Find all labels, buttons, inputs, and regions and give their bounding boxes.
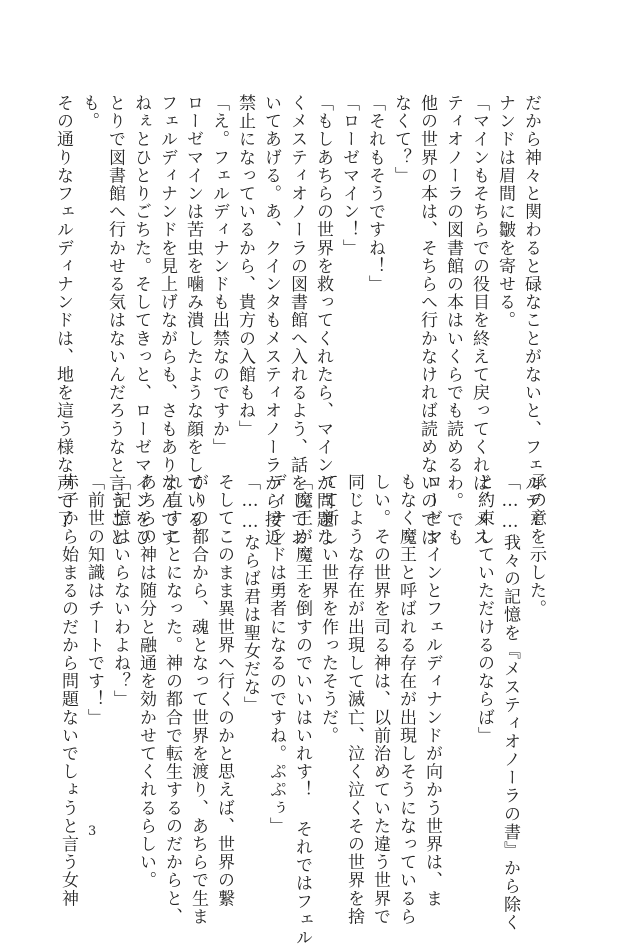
text-line: ディナンドは勇者になるのですね。ぷぷぅ」 bbox=[266, 473, 286, 835]
text-line: 「……我々の記憶を『メスティオノーラの書』から除く bbox=[500, 473, 520, 932]
text-line: がりの都合から、魂となって世界を渡り、あちらで生ま bbox=[188, 473, 208, 926]
text-line: あちらの神は随分と融通を効かせてくれるらしい。 bbox=[136, 473, 156, 890]
text-line: 禁止になっているから、貴方の入館もね」 bbox=[235, 94, 255, 438]
text-line: 「それもそうですね！」 bbox=[365, 94, 385, 294]
text-line: 承の意を示した。 bbox=[526, 473, 546, 618]
blank-line bbox=[445, 473, 471, 818]
text-line: 赤子から始まるのだから問題ないでしょうと言う女神 bbox=[58, 473, 78, 908]
text-line: しい。その世界を司る神は、以前治めていた違う世界で bbox=[370, 473, 390, 926]
text-line: だから神々と関わると碌なことがないと、フェルディ bbox=[521, 94, 541, 529]
text-line: 「ローゼマイン！」 bbox=[339, 94, 359, 257]
text-line: ローゼマインとフェルディナンドが向かう世界は、ま bbox=[422, 473, 442, 908]
text-line: 「もしあちらの世界を救ってくれたら、マインが問題な bbox=[313, 94, 333, 547]
text-block-bottom bbox=[58, 473, 549, 947]
text-line: 「魔王が魔王を倒すのでいいはいれす！ それではフェル bbox=[292, 473, 312, 947]
text-line: とりで図書館へ行かせる気はないんだろうなと言うこと bbox=[105, 94, 125, 547]
text-line: れ直すことになった。神の都合で転生するのだからと、 bbox=[162, 473, 182, 926]
text-line: くメスティオノーラの図書館へ入れるよう、話をしてお bbox=[287, 94, 307, 547]
text-line: なくて？」 bbox=[391, 94, 411, 185]
text-line: てて新しい世界を作ったそうだ。 bbox=[318, 473, 338, 745]
text-line: 「……ならば君は聖女だな」 bbox=[240, 473, 260, 715]
text-line: 「え。フェルディナンドも出禁なのですか」 bbox=[209, 94, 229, 456]
page-number: 3 bbox=[88, 824, 97, 839]
text-line: ティオノーラの図書館の本はいくらでも読めるわ。でも bbox=[443, 94, 463, 547]
text-line: ねぇとひとりごちた。そしてきっと、ローゼマインをひ bbox=[131, 94, 151, 547]
text-line: 「マインもそちらでの役目を終えて戻ってくれば、メス bbox=[469, 94, 489, 547]
text-line: ローゼマインは苦虫を噛み潰したような顔をしている bbox=[183, 94, 203, 529]
text-line: も。 bbox=[79, 94, 99, 131]
text-line: と約束していただけるのならば」 bbox=[474, 473, 494, 745]
text-line: もなく魔王と呼ばれる存在が出現しそうになっているら bbox=[396, 473, 416, 926]
text-block-top bbox=[53, 94, 544, 547]
text-line: ナンドは眉間に皺を寄せる。 bbox=[495, 94, 515, 330]
text-line: 「記憶はいらないわよね？」 bbox=[110, 473, 130, 709]
text-line: 他の世界の本は、そちらへ行かなければ読めないのでは bbox=[417, 94, 437, 547]
text-line: いてあげる。あ、クインタもメスティオノーラから接近 bbox=[261, 94, 281, 547]
text-line: 「前世の知識はチートです！」 bbox=[84, 473, 104, 727]
text-line: 同じような存在が出現して滅亡、泣く泣くその世界を捨 bbox=[344, 473, 364, 926]
text-line: フェルディナンドを見上げながらも、さもありなんです bbox=[157, 94, 177, 547]
text-line: そしてこのまま異世界へ行くのかと思えば、世界の繋 bbox=[214, 473, 234, 908]
text-line: その通りなフェルディナンドは、地を這う様な声で了 bbox=[53, 94, 73, 529]
